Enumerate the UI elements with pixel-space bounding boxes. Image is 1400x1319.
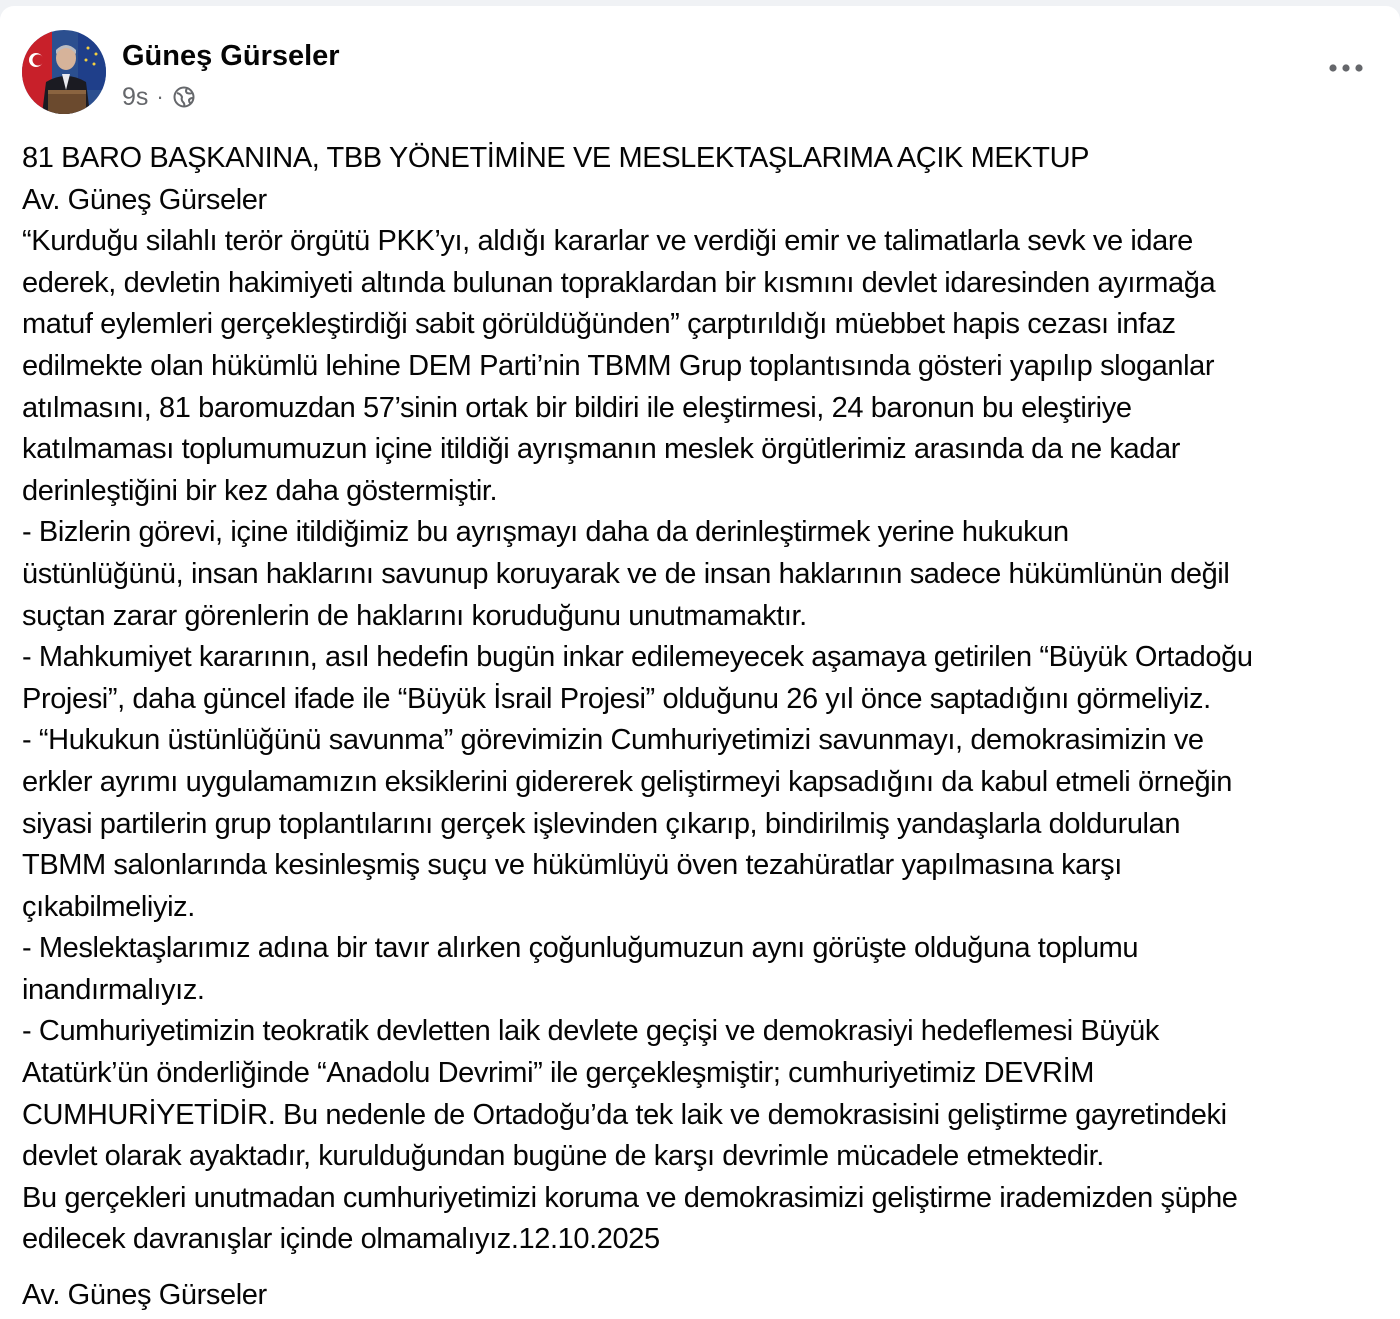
post-text-line: ederek, devletin hakimiyeti altında bulunan topraklardan bir kısmını devlet idaresinden ayırmağa xyxy=(22,266,1216,299)
post-text-line: Av. Güneş Gürseler xyxy=(22,183,267,216)
post-signature: Av. Güneş Gürseler xyxy=(22,1279,267,1312)
post-text-line: - “Hukukun üstünlüğünü savunma” görevimizin Cumhuriyetimizi savunmayı, demokrasimizin ve xyxy=(22,724,1204,757)
post-text-line: siyasi partilerin grup toplantılarını gerçek işlevinden çıkarıp, bindirilmiş yandaşlarla doldurulan xyxy=(22,807,1181,840)
post-text-line: - Bizlerin görevi, içine itildiğimiz bu ayrışmayı daha da derinleştirmek yerine hukukun xyxy=(22,516,1069,549)
post-text-line: suçtan zarar görenlerin de haklarını koruduğunu unutmamaktır. xyxy=(22,599,807,632)
post-text-line: Atatürk’ün önderliğinde “Anadolu Devrimi” ile gerçekleşmiştir; cumhuriyetimiz DEVRİM xyxy=(22,1057,1094,1090)
post-text-line: CUMHURİYETİDİR. Bu nedenle de Ortadoğu’da tek laik ve demokrasisini geliştirme gayretindeki xyxy=(22,1098,1227,1131)
more-horizontal-icon xyxy=(1328,63,1364,73)
post-text-line: edilmekte olan hükümlü lehine DEM Parti’nin TBMM Grup toplantısında gösteri yapılıp sloganlar xyxy=(22,349,1215,382)
post-text-line: çıkabilmeliyiz. xyxy=(22,890,195,923)
post-text-line: üstünlüğünü, insan haklarını savunup koruyarak ve de insan haklarının sadece hükümlünün değil xyxy=(22,557,1230,590)
post-text-line: inandırmalıyız. xyxy=(22,973,205,1006)
meta-separator: · xyxy=(156,84,164,109)
post-text-line: matuf eylemleri gerçekleştirdiği sabit görüldüğünden” çarptırıldığı müebbet hapis cezası infaz xyxy=(22,308,1176,341)
post-header xyxy=(22,30,1378,114)
globe-icon[interactable] xyxy=(172,85,196,109)
post-time[interactable]: 9s xyxy=(122,82,149,111)
avatar-photo xyxy=(22,30,106,114)
post-text-line: - Cumhuriyetimizin teokratik devletten laik devlete geçişi ve demokrasiyi hedeflemesi Büyük xyxy=(22,1015,1159,1048)
post-text-line: devlet olarak ayaktadır, kurulduğundan bugüne de karşı devrimle mücadele etmektedir. xyxy=(22,1140,1104,1173)
post-card xyxy=(0,6,1400,1319)
post-text-line: Bu gerçekleri unutmadan cumhuriyetimizi koruma ve demokrasimizi geliştirme irademizden şüphe xyxy=(22,1181,1238,1214)
post-text-line: derinleştiğini bir kez daha göstermiştir. xyxy=(22,474,498,507)
post-text-line: - Mahkumiyet kararının, asıl hedefin bugün inkar edilemeyecek aşamaya getirilen “Büyük Ortadoğu xyxy=(22,641,1253,674)
post-text-line: edilecek davranışlar içinde olmamalıyız.12.10.2025 xyxy=(22,1223,660,1256)
post-meta xyxy=(122,82,822,112)
author-block xyxy=(122,38,822,114)
post-text-line: 81 BARO BAŞKANINA, TBB YÖNETİMİNE VE MESLEKTAŞLARIMA AÇIK MEKTUP xyxy=(22,142,1090,174)
more-options-button[interactable] xyxy=(1322,48,1370,88)
post-text-line: katılmaması toplumumuzun içine itildiği ayrışmanın meslek örgütlerimiz arasında da ne kadar xyxy=(22,433,1180,466)
post-text-line: TBMM salonlarında kesinleşmiş suçu ve hükümlüyü öven tezahüratlar yapılmasına karşı xyxy=(22,849,1122,882)
post-text-line: “Kurduğu silahlı terör örgütü PKK’yı, aldığı kararlar ve verdiği emir ve talimatlarla sevk ve idare xyxy=(22,225,1193,258)
post-text-line: Projesi”, daha güncel ifade ile “Büyük İsrail Projesi” olduğunu 26 yıl önce saptadığını görmeliyiz. xyxy=(22,682,1211,715)
post-text-line: - Meslektaşlarımız adına bir tavır alırken çoğunluğumuzun aynı görüşte olduğuna toplumu xyxy=(22,932,1139,965)
paragraph-gap xyxy=(22,1261,1392,1275)
post-body xyxy=(22,138,1392,1317)
post-text-line: erkler ayrımı uygulamamızın eksiklerini gidererek geliştirmeyi kapsadığını da kabul etmeli örneğin xyxy=(22,765,1232,798)
post-text-line: atılmasını, 81 baromuzdan 57’sinin ortak bir bildiri ile eleştirmesi, 24 baronun bu eleştiriye xyxy=(22,391,1132,424)
author-avatar[interactable] xyxy=(22,30,106,114)
author-name[interactable]: Güneş Gürseler xyxy=(122,40,340,72)
